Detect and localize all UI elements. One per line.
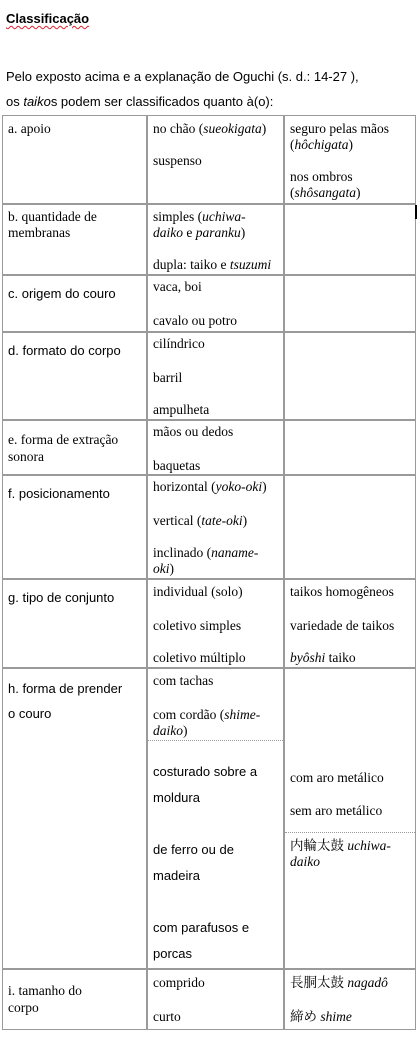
- empty-cell: [284, 332, 416, 420]
- text: ): [240, 225, 246, 240]
- value-text: [290, 136, 353, 153]
- italic-text: shime: [320, 1009, 352, 1024]
- text: vertical (: [153, 513, 202, 528]
- value-text: [153, 544, 258, 561]
- italic-text: nagadô: [347, 975, 388, 990]
- label-cell: [2, 969, 147, 1030]
- row-label: f. posicionamento: [8, 486, 110, 501]
- value-text: baquetas: [153, 458, 201, 473]
- empty-cell: [284, 475, 416, 579]
- value-cell: [147, 668, 284, 969]
- value-cell: [147, 332, 284, 420]
- label-cell: [2, 579, 147, 668]
- row-label: sonora: [8, 449, 44, 464]
- value-text: com tachas: [153, 673, 214, 688]
- value-cell: [284, 668, 416, 969]
- value-text: cavalo ou potro: [153, 313, 237, 328]
- value-text: de ferro ou de: [153, 842, 234, 857]
- italic-text: sueokigata: [203, 121, 262, 136]
- value-text: comprido: [153, 975, 205, 990]
- value-text: curto: [153, 1009, 181, 1024]
- label-cell: [2, 475, 147, 579]
- text: com cordão (: [153, 707, 225, 722]
- value-text: [290, 649, 356, 666]
- text: ): [169, 561, 174, 576]
- value-text: [290, 184, 361, 201]
- value-text: [290, 853, 320, 870]
- value-text: [153, 256, 271, 273]
- value-text: seguro pelas mãos: [290, 121, 389, 136]
- value-cell: [284, 115, 416, 204]
- value-text: coletivo simples: [153, 618, 242, 633]
- divider: [285, 832, 416, 833]
- row-label: corpo: [8, 1000, 39, 1015]
- text: (: [290, 137, 295, 152]
- value-cell: [147, 115, 284, 204]
- text: taiko: [325, 650, 356, 665]
- value-text: [153, 722, 188, 739]
- value-text: porcas: [153, 946, 193, 961]
- row-label: b. quantidade de: [8, 209, 97, 224]
- label-cell: [2, 668, 147, 969]
- text-cursor: [415, 205, 417, 219]
- heading-text: Classificação: [6, 11, 90, 26]
- text: ): [183, 723, 188, 738]
- value-text: madeira: [153, 868, 200, 883]
- text: 内輪太鼓: [290, 838, 348, 853]
- row-label: g. tipo de conjunto: [8, 590, 115, 605]
- value-text: [153, 478, 267, 495]
- value-text: com parafusos e: [153, 920, 250, 935]
- value-cell: [147, 579, 284, 668]
- value-text: [153, 560, 174, 577]
- row-label: membranas: [8, 225, 71, 240]
- label-cell: [2, 204, 147, 275]
- row-label: i. tamanho do: [8, 983, 82, 998]
- value-text: [153, 120, 266, 137]
- text: (: [290, 185, 295, 200]
- value-text: [153, 208, 246, 225]
- italic-text: shime-: [224, 707, 261, 722]
- intro-text: s podem ser classificados quanto à(o):: [50, 94, 274, 109]
- value-text: [290, 1008, 352, 1025]
- text: horizontal (: [153, 479, 216, 494]
- divider: [148, 740, 284, 741]
- value-cell: [284, 579, 416, 668]
- italic-text: shôsangata: [294, 185, 357, 200]
- value-cell: [284, 969, 416, 1030]
- empty-cell: [284, 204, 416, 275]
- value-text: costurado sobre a: [153, 764, 258, 779]
- value-text: [153, 512, 247, 529]
- text: 長胴太鼓: [290, 975, 348, 990]
- value-text: vaca, boi: [153, 279, 202, 294]
- value-text: com aro metálico: [290, 770, 384, 785]
- italic-text: yoko-oki: [215, 479, 263, 494]
- empty-cell: [284, 275, 416, 332]
- row-label: a. apoio: [8, 121, 51, 136]
- value-text: cilíndrico: [153, 336, 205, 351]
- italic-text: daiko: [290, 854, 320, 869]
- text: simples (: [153, 209, 203, 224]
- row-label: e. forma de extração: [8, 432, 119, 447]
- text: ): [261, 121, 267, 136]
- value-text: mãos ou dedos: [153, 424, 234, 439]
- text: inclinado (: [153, 545, 212, 560]
- value-text: [290, 837, 391, 854]
- text: e: [183, 225, 196, 240]
- row-label: h. forma de prender: [8, 681, 123, 696]
- row-label: o couro: [8, 706, 52, 721]
- italic-text: tsuzumi: [229, 257, 272, 272]
- value-text: barril: [153, 370, 183, 385]
- empty-cell: [284, 420, 416, 475]
- text: ): [262, 479, 267, 494]
- label-cell: [2, 332, 147, 420]
- value-text: [153, 224, 245, 241]
- value-text: ampulheta: [153, 402, 210, 417]
- value-cell: [147, 204, 284, 275]
- value-text: [153, 706, 260, 723]
- row-label: d. formato do corpo: [8, 343, 121, 358]
- text: ): [356, 185, 361, 200]
- value-text: nos ombros: [290, 169, 353, 184]
- italic-text: uchiwa-: [347, 838, 391, 853]
- value-text: variedade de taikos: [290, 618, 395, 633]
- value-cell: [147, 475, 284, 579]
- value-text: coletivo múltiplo: [153, 650, 246, 665]
- text: dupla: taiko e: [153, 257, 230, 272]
- value-cell: [147, 420, 284, 475]
- italic-text: hôchigata: [294, 137, 349, 152]
- italic-text: tate-oki: [201, 513, 243, 528]
- italic-text: naname-: [211, 545, 259, 560]
- text: no chão (: [153, 121, 204, 136]
- value-text: sem aro metálico: [290, 803, 383, 818]
- value-text: moldura: [153, 790, 200, 805]
- value-cell: [147, 275, 284, 332]
- text: ): [348, 137, 353, 152]
- label-cell: [2, 275, 147, 332]
- italic-text: paranku: [195, 225, 241, 240]
- value-cell: [147, 969, 284, 1030]
- text: 締め: [290, 1009, 321, 1024]
- intro-line-1: Pelo exposto acima e a explanação de Oguchi (s. d.: 14-27 ),: [6, 69, 359, 84]
- value-text: [290, 974, 388, 991]
- italic-text: daiko: [153, 723, 183, 738]
- row-label: c. origem do couro: [8, 286, 116, 301]
- value-text: individual (solo): [153, 584, 243, 599]
- value-text: taikos homogêneos: [290, 584, 394, 599]
- italic-text: byôshi: [290, 650, 326, 665]
- text: ): [242, 513, 248, 528]
- italic-text: oki: [153, 561, 170, 576]
- value-text: suspenso: [153, 153, 202, 168]
- italic-text: uchiwa-: [202, 209, 246, 224]
- intro-text: os: [6, 94, 24, 109]
- italic-text: daiko: [153, 225, 183, 240]
- intro-italic: taiko: [23, 94, 51, 109]
- label-cell: [2, 115, 147, 204]
- label-cell: [2, 420, 147, 475]
